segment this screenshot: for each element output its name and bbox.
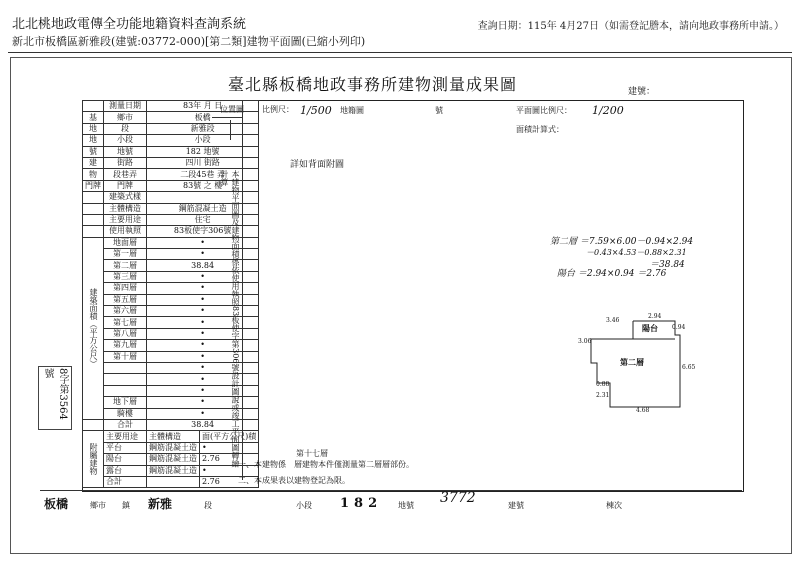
spec-row-label: 地號 <box>104 146 147 157</box>
spec-row-label: 鄉市 <box>104 112 147 123</box>
total-spacer <box>83 419 104 430</box>
annex-use-b: 台 <box>114 465 122 475</box>
location-label: 位置圖 <box>220 105 244 114</box>
spec-row-value: 鋼筋混凝土造 <box>147 203 259 214</box>
spec-row-label: 測量日期 <box>104 101 147 112</box>
land-no: 182 <box>340 496 383 511</box>
floor-value: • <box>147 271 259 282</box>
floor-name: 地面層 <box>104 237 147 248</box>
header-divider <box>8 52 792 53</box>
area-formula-label: 面積計算式： <box>516 125 564 134</box>
spec-row-value: 小段 <box>147 135 259 146</box>
floor-name: 第八層 <box>104 328 147 339</box>
floor-value: • <box>147 408 259 419</box>
spec-row-group <box>83 203 104 214</box>
total-label: 合計 <box>104 419 147 430</box>
spec-row-label: 街路 <box>104 157 147 168</box>
annex-area: • <box>200 465 259 476</box>
annex-header-cell: 面(平方公尺)積 <box>200 431 259 442</box>
floor-value: • <box>147 283 259 294</box>
spec-row-label: 使用執照 <box>104 226 147 237</box>
query-info: 查詢日期：115年 4月27日（如需登記謄本，請向地政事務所申請。） <box>477 21 784 32</box>
annex-header-cell: 主體構造 <box>147 431 200 442</box>
floor-name: 地下層 <box>104 397 147 408</box>
annex-use-a: 平 <box>106 442 114 452</box>
annex-use <box>104 454 147 465</box>
dim-side: 6.65 <box>682 364 696 371</box>
location-tick <box>230 120 231 140</box>
spec-row-label: 建築式樣 <box>104 192 147 203</box>
spec-row-value: 83板使字306號 <box>147 226 259 237</box>
annex-structure: 鋼筋混凝土造 <box>147 454 200 465</box>
floor-value: 38.84 <box>147 260 259 271</box>
spec-row <box>83 146 259 157</box>
floor-value: • <box>147 385 259 396</box>
annex-use <box>104 465 147 476</box>
dim-a: 0.88 <box>596 381 610 388</box>
floor-name: 第六層 <box>104 306 147 317</box>
dim-bottom: 4.68 <box>636 407 650 414</box>
floor-name: 第二層 <box>104 260 147 271</box>
annex-use-b: 台 <box>114 442 122 452</box>
spec-row-value: 83年 月 日 <box>147 101 259 112</box>
floor-name <box>104 374 147 385</box>
floor-label: 第二層 <box>620 357 644 367</box>
spec-row-value: 板橋 <box>147 112 259 123</box>
dim-left-top: 3.46 <box>606 317 620 324</box>
spec-row-value: 新雅段 <box>147 123 259 134</box>
spec-row-label: 門牌 <box>104 180 147 191</box>
floor-2-calc-2: －0.43×4.53－0.88×2.31 <box>586 248 687 257</box>
floor-value: • <box>147 362 259 373</box>
notes-prefix: 第十七層 <box>296 449 328 458</box>
number-label: 號 <box>435 106 443 115</box>
annex-total-spacer <box>147 476 200 487</box>
floor-value: • <box>147 237 259 248</box>
footer-rule <box>40 490 742 491</box>
subsection-label: 小段 <box>296 501 312 510</box>
floor-plan-scale-value: 1/200 <box>592 104 624 117</box>
spec-row-value: 住宅 <box>147 214 259 225</box>
page-header <box>0 0 800 52</box>
floor-name <box>104 362 147 373</box>
dim-b: 2.31 <box>596 392 610 399</box>
spec-row-group: 物 <box>83 169 104 180</box>
spec-row-value: 四川 街路 <box>147 157 259 168</box>
location-divider <box>242 100 243 480</box>
note-2: 二、本成果表以建物登記為限。 <box>238 476 350 485</box>
annex-use-a: 陽 <box>106 454 114 464</box>
floor-2-result: ＝38.84 <box>650 260 685 270</box>
land-no-label: 地號 <box>398 501 414 510</box>
dim-right: 0.94 <box>672 324 686 331</box>
floor-name: 第十層 <box>104 351 147 362</box>
stamp-label: 棟次 <box>606 501 622 510</box>
floor-value: • <box>147 397 259 408</box>
annex-total-row <box>83 476 259 487</box>
floor-group-label: 建築面積（平方公尺） <box>83 237 104 419</box>
section-label: 段 <box>204 501 212 510</box>
floor-plan-scale-label: 平面圖比例尺： <box>516 106 572 115</box>
floor-value: • <box>147 351 259 362</box>
annex-total-value: 2.76 <box>200 476 259 487</box>
spec-row-group: 門牌 <box>83 180 104 191</box>
spec-row-value: 83號 之 樓 <box>147 180 259 191</box>
floor-name: 第一層 <box>104 249 147 260</box>
floor-name: 第三層 <box>104 271 147 282</box>
township-label: 鄉市 <box>90 501 106 510</box>
building-value: 3772 <box>440 490 476 506</box>
spec-row-group <box>83 226 104 237</box>
floor-value: • <box>147 249 259 260</box>
town-label: 鎮 <box>122 501 130 510</box>
floor-value: • <box>147 294 259 305</box>
floor-name: 第九層 <box>104 340 147 351</box>
total-value: 38.84 <box>147 419 259 430</box>
spec-row-group <box>83 101 104 112</box>
scale-label: 比例尺： <box>262 105 294 114</box>
annex-use-a: 露 <box>106 465 114 475</box>
spec-row-group: 基 <box>83 112 104 123</box>
system-title: 北北桃地政電傳全功能地籍資料查詢系統 <box>12 17 247 32</box>
vertical-note: 本建物平面圖及建物面積係依使用執照83板使字第306號設計圖說或竣工平面圖轉繪計算 <box>220 170 240 468</box>
balcony-label: 陽台 <box>642 323 658 333</box>
spec-row-label: 段巷弄 <box>104 169 147 180</box>
dim-top: 2.94 <box>648 313 662 320</box>
annex-use <box>104 442 147 453</box>
annex-structure: 鋼筋混凝土造 <box>147 442 200 453</box>
spec-row-label: 主要用途 <box>104 214 147 225</box>
floor-name: 第七層 <box>104 317 147 328</box>
spec-row-label: 小段 <box>104 135 147 146</box>
note-1: 一、本建物係 層建物本件僅測量第二層層部份。 <box>238 460 414 469</box>
annex-structure: 鋼筋混凝土造 <box>147 465 200 476</box>
annex-use-b: 台 <box>114 454 122 464</box>
building-label: 建號 <box>508 501 524 510</box>
floor-value: • <box>147 306 259 317</box>
spec-row <box>83 135 259 146</box>
annex-area: • <box>200 442 259 453</box>
floor-value: • <box>147 340 259 351</box>
spec-row-group: 號 <box>83 146 104 157</box>
annex-header-cell: 主要用途 <box>104 431 147 442</box>
spec-row-label: 段 <box>104 123 147 134</box>
floor-name: 第四層 <box>104 283 147 294</box>
spec-row-group <box>83 214 104 225</box>
annex-area: 2.76 <box>200 454 259 465</box>
document-subtitle: 新北市板橋區新雅段(建號:03772-000)[第二類]建物平面圖(已縮小列印) <box>12 35 366 48</box>
detail-note: 詳如背面附圖 <box>290 160 345 170</box>
location-line <box>212 117 242 118</box>
dim-left: 3.06 <box>578 338 592 345</box>
floor-name <box>104 385 147 396</box>
spec-row <box>83 157 259 168</box>
spec-row-value: 二段45巷 弄 <box>147 169 259 180</box>
annex-side-label: 附屬建物 <box>83 431 104 488</box>
floor-name: 第五層 <box>104 294 147 305</box>
margin-note: 8字第3564號 <box>38 366 72 430</box>
floor-value: • <box>147 317 259 328</box>
scale-value: 1/500 <box>300 104 332 117</box>
spec-row <box>83 123 259 134</box>
floor-value: • <box>147 374 259 385</box>
sheet-title: 臺北縣板橋地政事務所建物測量成果圖 <box>228 75 518 94</box>
spec-row-group: 地 <box>83 123 104 134</box>
spec-row-group: 建 <box>83 157 104 168</box>
section: 新雅 <box>148 497 173 511</box>
spec-row-label: 主體構造 <box>104 203 147 214</box>
floor-name: 騎樓 <box>104 408 147 419</box>
floor-2-calc: 第二層 ＝7.59×6.00－0.94×2.94 <box>550 237 694 247</box>
spec-row-group: 地 <box>83 135 104 146</box>
balcony-calc: 陽台 ＝2.94×0.94 ＝2.76 <box>557 269 667 279</box>
annex-total-label: 合計 <box>104 476 147 487</box>
spec-row-group <box>83 192 104 203</box>
floor-value: • <box>147 328 259 339</box>
district: 板橋 <box>44 497 69 511</box>
spec-row-value: 182 地號 <box>147 146 259 157</box>
building-no-label: 建號： <box>628 87 656 97</box>
land-map-label: 地籍圖 <box>340 106 364 115</box>
